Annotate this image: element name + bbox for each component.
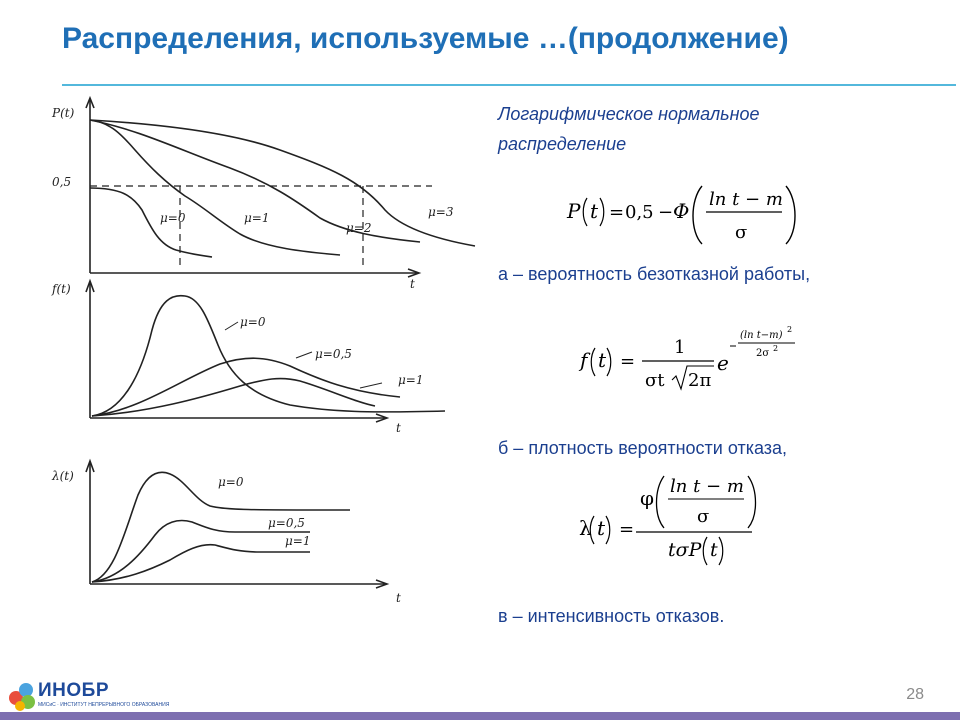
svg-text:=: = [619,519,635,540]
graph-b-label-mu1: μ=1 [398,373,424,387]
formula-f-lhs: f [580,348,588,372]
graph-c-xlabel: t [396,591,401,605]
graph-a-label-mu1: μ=1 [244,211,270,225]
formula-f-num: 1 [674,337,686,358]
graph-a-xlabel: t [410,277,415,291]
logo-subtitle: МИСиС · ИНСТИТУТ НЕПРЕРЫВНОГО ОБРАЗОВАНИЯ [38,702,170,708]
description-line1: Логарифмическое нормальное [498,104,760,124]
formula-f-exp-den: 2σ [756,348,770,359]
formula-p-den: σ [735,222,748,243]
graph-a-tick-half: 0,5 [52,175,72,189]
caption-c: в – интенсивность отказов. [498,606,725,626]
formula-p-num: ln t − m [709,189,783,210]
inobr-logo-icon [6,678,40,712]
graph-b-ylabel: f(t) [52,282,71,296]
slide-title: Распределения, используемые …(продолжение) [62,22,789,55]
svg-text:=: = [609,202,625,223]
logo-name: ИНОБР [38,680,109,701]
caption-a: а – вероятность безотказной работы, [498,264,811,284]
formula-f-den-pre: σt [645,370,665,391]
formula-l-den-arg: t [710,539,718,561]
formula-l-lhs: λ [579,516,592,540]
formula-p-arg: t [590,199,599,223]
formula-p-fn: Φ [673,199,690,223]
graph-c-ylabel: λ(t) [52,469,74,483]
formula-f-exp-num: (ln t−m) [740,330,783,341]
svg-text:−: − [658,202,674,223]
formula-l-den-inner: σ [697,506,710,527]
formula-l-num: ln t − m [670,476,744,497]
bottom-bar [0,712,960,720]
graph-a-label-mu2: μ=2 [346,221,372,235]
formula-f-base: e [717,351,729,375]
graph-a-ylabel: P(t) [52,106,75,120]
formula-f-exp-den-pow: 2 [773,344,779,353]
formula-l-arg: t [597,516,606,540]
formula-p-const: 0,5 [625,202,654,223]
formula-f-arg: t [598,348,607,372]
graph-b-label-mu0: μ=0 [240,315,266,329]
description-line2: распределение [498,134,627,154]
caption-b: б – плотность вероятности отказа, [498,438,788,458]
graph-c-label-mu0: μ=0 [218,475,244,489]
graph-a-label-mu3: μ=3 [428,205,454,219]
graph-b-label-mu05: μ=0,5 [315,347,352,361]
formula-f-exp-pow: 2 [787,325,793,334]
formula-p-lhs: P [567,199,581,223]
formula-l-den: tσP [668,539,702,561]
formula-l-phi: φ [640,486,655,510]
graph-c-label-mu05: μ=0,5 [268,516,305,530]
graph-a-label-mu0: μ=0 [160,211,186,225]
page-number: 28 [906,686,924,703]
graph-c-label-mu1: μ=1 [285,534,311,548]
graph-b-xlabel: t [396,421,401,435]
formula-f-den-root: 2π [688,370,712,391]
svg-text:=: = [620,351,636,372]
